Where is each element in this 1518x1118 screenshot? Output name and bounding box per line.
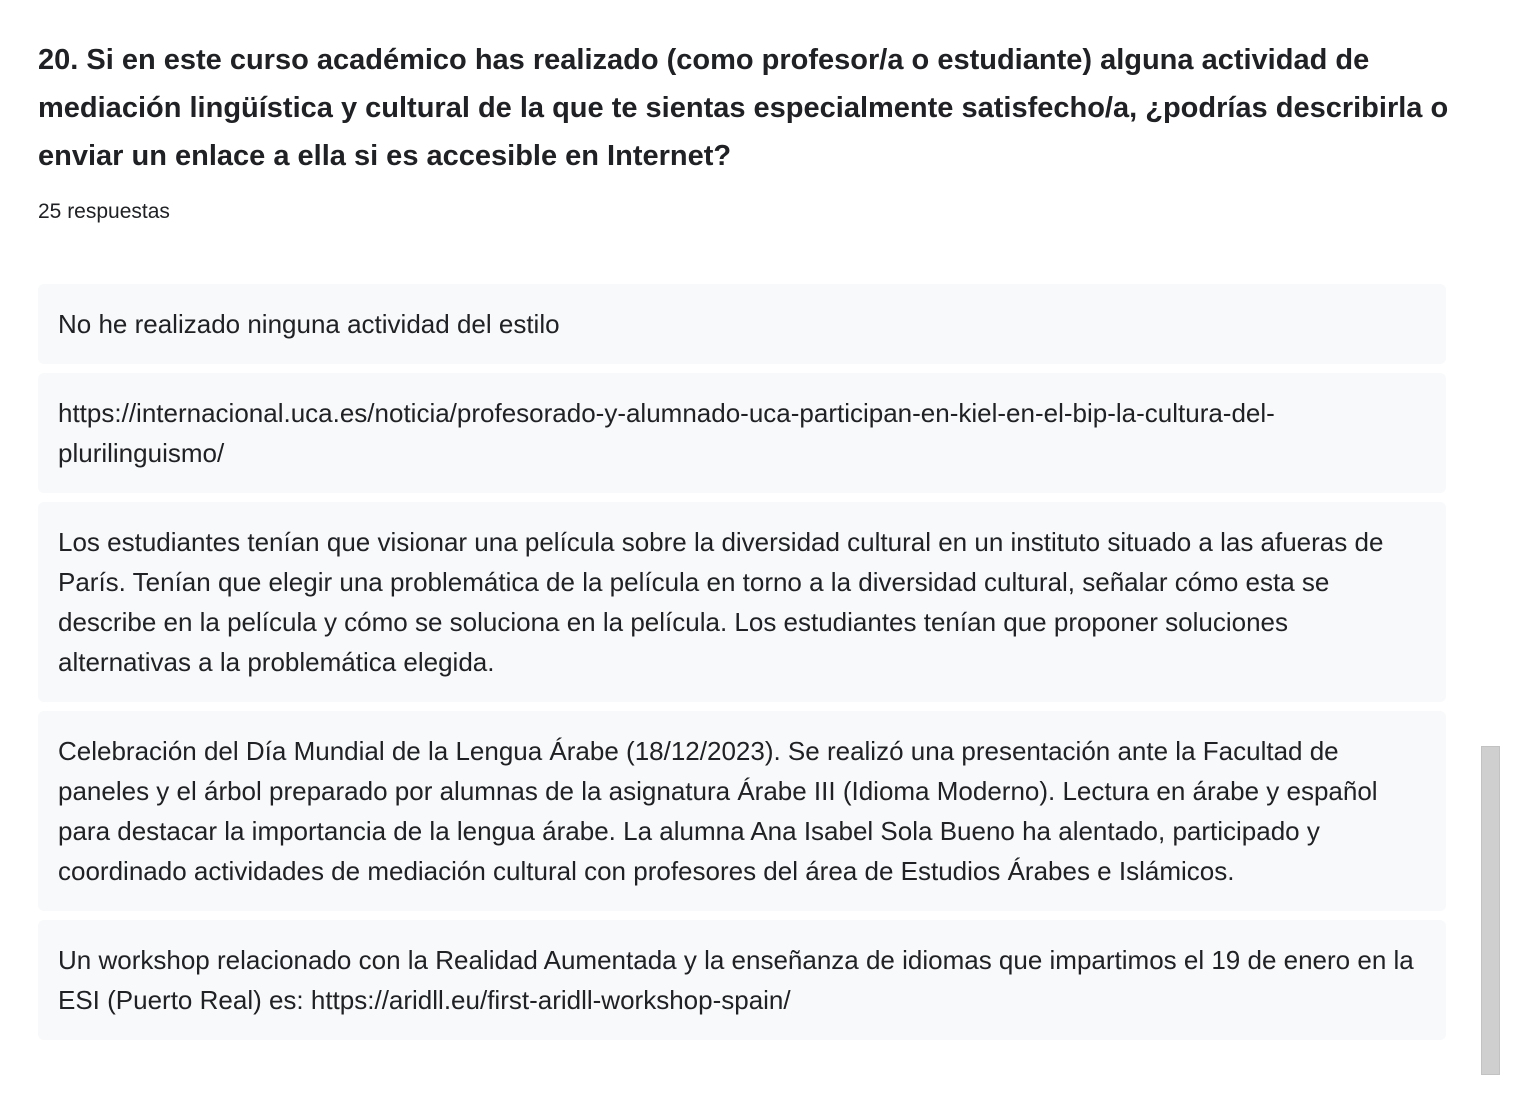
response-count: 25 respuestas [38,200,170,223]
response-item: Un workshop relacionado con la Realidad Aumentada y la enseñanza de idiomas que impartimos el 19 de enero en la ESI (Puerto Real) es: https://aridll.eu/first-aridll-workshop-spain/ [38,920,1446,1040]
scrollbar-thumb[interactable] [1481,746,1500,1075]
response-item: No he realizado ninguna actividad del estilo [38,284,1446,364]
response-item: Celebración del Día Mundial de la Lengua Árabe (18/12/2023). Se realizó una presentación ante la Facultad de paneles y el árbol preparado por alumnas de la asignatura Árabe III (Idioma Moderno). Lectura en árabe y español para destacar la importancia de la lengua árabe. La alumna Ana Isabel Sola Bueno ha alentado, participado y coordinado actividades de mediación cultural con profesores del área de Estudios Árabes e Islámicos. [38,711,1446,911]
responses-list[interactable] [38,284,1446,1118]
response-item: Los estudiantes tenían que visionar una película sobre la diversidad cultural en un instituto situado a las afueras de París. Tenían que elegir una problemática de la película en torno a la diversidad cultural, señalar cómo esta se describe en la película y cómo se soluciona en la película. Los estudiantes tenían que proponer soluciones alternativas a la problemática elegida. [38,502,1446,702]
response-item: https://internacional.uca.es/noticia/profesorado-y-alumnado-uca-participan-en-kiel-en-el-bip-la-cultura-del-plurilinguismo/ [38,373,1446,493]
question-title: 20. Si en este curso académico has realizado (como profesor/a o estudiante) alguna actividad de mediación lingüística y cultural de la que te sientas especialmente satisfecho/a, ¿podrías describirla o enviar un enlace a ella si es accesible en Internet? [38,44,1449,172]
